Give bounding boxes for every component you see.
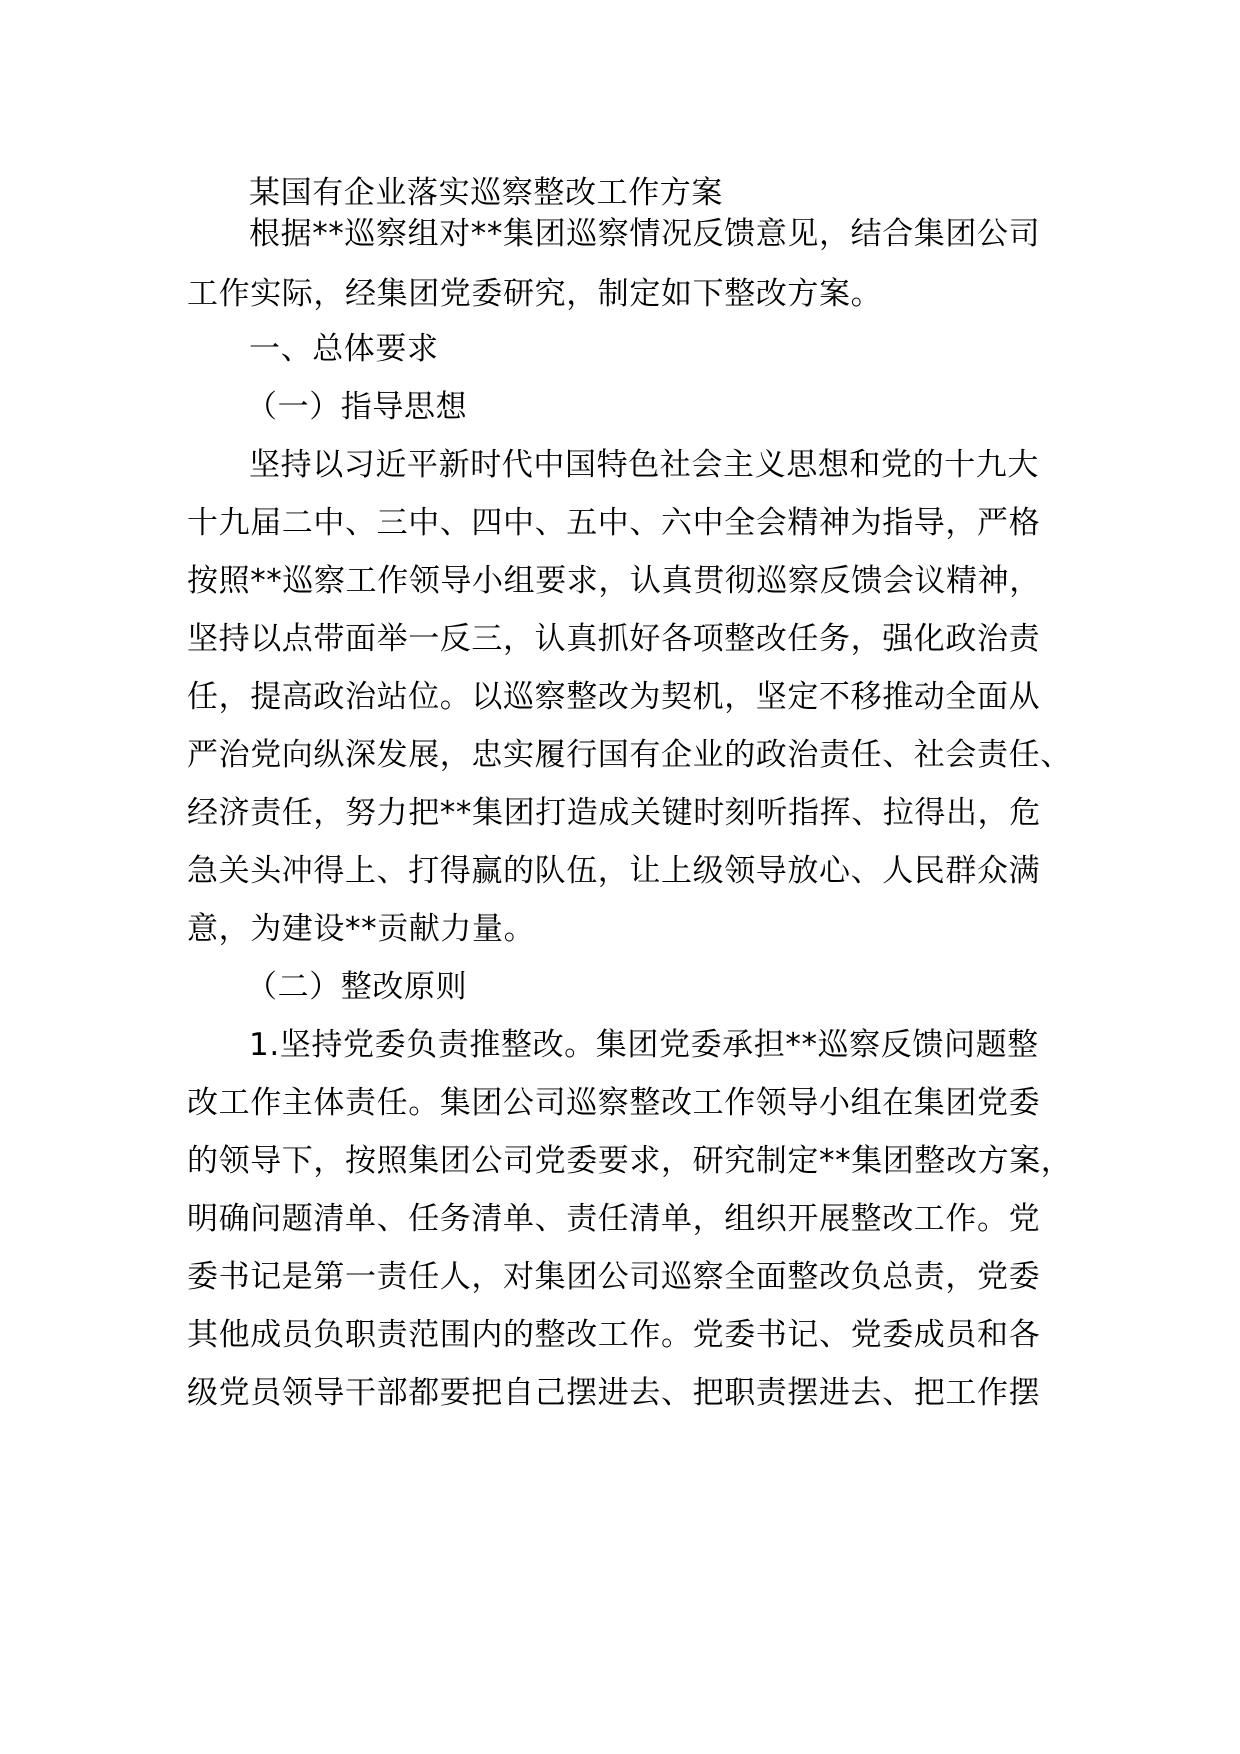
text-line: 根据**巡察组对**集团巡察情况反馈意见，结合集团公司 bbox=[249, 216, 1041, 252]
text-line: 其他成员负职责范围内的整改工作。党委书记、党委成员和各 bbox=[187, 1317, 1041, 1353]
text-line: 的领导下，按照集团公司党委要求，研究制定**集团整改方案， bbox=[187, 1143, 1073, 1179]
text-line: 工作实际，经集团党委研究，制定如下整改方案。 bbox=[187, 276, 883, 312]
subsection-heading: （一）指导思想 bbox=[246, 389, 468, 425]
text-line: 十九届二中、三中、四中、五中、六中全会精神为指导，严格 bbox=[187, 505, 1041, 541]
text-line: 级党员领导干部都要把自己摆进去、把职责摆进去、把工作摆 bbox=[187, 1375, 1041, 1411]
text-line: 1.坚持党委负责推整改。集团党委承担**巡察反馈问题整 bbox=[249, 1027, 1039, 1063]
text-line: 急关头冲得上、打得赢的队伍，让上级领导放心、人民群众满 bbox=[187, 853, 1041, 889]
text-line: 按照**巡察工作领导小组要求，认真贯彻巡察反馈会议精神， bbox=[187, 563, 1041, 599]
text-line: 严治党向纵深发展，忠实履行国有企业的政治责任、社会责任、 bbox=[187, 737, 1072, 773]
document-title: 某国有企业落实巡察整改工作方案 bbox=[249, 175, 723, 211]
subsection-heading: （二）整改原则 bbox=[246, 969, 468, 1005]
text-line: 坚持以点带面举一反三，认真抓好各项整改任务，强化政治责 bbox=[187, 621, 1041, 657]
text-line: 委书记是第一责任人，对集团公司巡察全面整改负总责，党委 bbox=[187, 1259, 1041, 1295]
text-line: 经济责任，努力把**集团打造成关键时刻听指挥、拉得出，危 bbox=[187, 795, 1041, 831]
section-heading: 一、总体要求 bbox=[249, 331, 439, 367]
text-line: 明确问题清单、任务清单、责任清单，组织开展整改工作。党 bbox=[187, 1201, 1041, 1237]
text-line: 坚持以习近平新时代中国特色社会主义思想和党的十九大 bbox=[249, 447, 1039, 483]
text-line: 任，提高政治站位。以巡察整改为契机，坚定不移推动全面从 bbox=[187, 679, 1041, 715]
text-line: 意，为建设**贡献力量。 bbox=[187, 911, 536, 947]
text-line: 改工作主体责任。集团公司巡察整改工作领导小组在集团党委 bbox=[187, 1085, 1041, 1121]
